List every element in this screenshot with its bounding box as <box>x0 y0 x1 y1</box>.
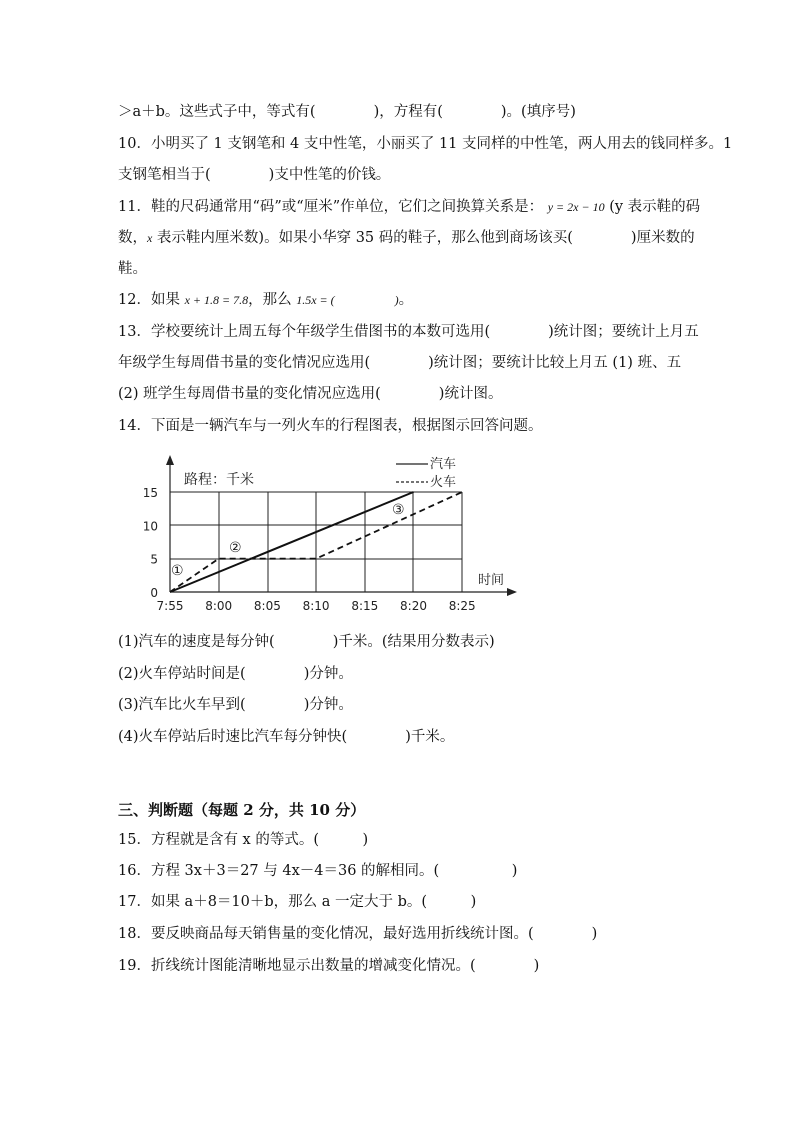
judge-17: 17．如果 a＋8＝10＋b，那么 a 一定大于 b。( ) <box>118 894 477 910</box>
q13-line3: (2) 班学生每周借书量的变化情况应选用( )统计图。 <box>118 386 503 402</box>
legend-car-label: 汽车 <box>430 457 457 472</box>
judge-19: 19．折线统计图能清晰地显示出数量的增减变化情况。( ) <box>118 958 540 974</box>
q11-text2b: 表示鞋内厘米数)。如果小华穿 35 码的鞋子，那么他到商场该买( )厘米数的 <box>152 230 695 246</box>
series-car-line <box>170 492 414 592</box>
x-tick-825: 8:25 <box>448 599 476 613</box>
judge-18: 18．要反映商品每天销售量的变化情况，最好选用折线统计图。( ) <box>118 926 598 942</box>
y-axis-arrow <box>166 455 174 465</box>
q12-text-c: 。 <box>398 292 414 308</box>
x-tick-755: 7:55 <box>156 599 184 613</box>
legend-train-label: 火车 <box>430 475 457 490</box>
q11-line3: 鞋。 <box>118 261 147 277</box>
q11-formula: y = 2x − 10 <box>547 200 605 214</box>
q11-text: 11．鞋的尺码通常用“码”或“厘米”作单位，它们之间换算关系是： <box>118 199 544 215</box>
section-title: 三、判断题（每题 2 分，共 10 分） <box>118 801 366 819</box>
q12-expression: 1.5x = ( ) <box>296 293 399 307</box>
q9-tail: ＞a＋b。这些式子中，等式有( )，方程有( )。(填序号) <box>118 104 576 120</box>
q11-note: (y 表示鞋的码 <box>609 199 701 215</box>
q11-line2 <box>118 228 695 248</box>
judge-16: 16．方程 3x＋3＝27 与 4x－4＝36 的解相同。( ) <box>118 863 518 879</box>
q14-sub4: (4)火车停站后时速比汽车每分钟快( )千米。 <box>118 729 455 745</box>
y-tick-labels <box>143 486 158 600</box>
annotation-2: ② <box>229 540 242 556</box>
annotation-1: ① <box>171 563 184 579</box>
y-tick-10: 10 <box>142 519 158 534</box>
x-tick-815: 8:15 <box>351 599 379 613</box>
q10-line1: 10．小明买了 1 支钢笔和 4 支中性笔，小丽买了 11 支同样的中性笔，两人用去的钱同样多。1 <box>118 136 733 152</box>
q11-text2a: 数， <box>118 230 147 246</box>
q11-line1 <box>118 197 700 217</box>
y-axis-label: 路程：千米 <box>184 472 254 488</box>
q11-var-x: x <box>147 231 153 245</box>
x-axis-arrow <box>507 588 517 596</box>
q13-line1: 13．学校要统计上周五每个年级学生借图书的本数可选用( )统计图；要统计上月五 <box>118 324 699 340</box>
y-tick-15: 15 <box>142 486 158 500</box>
judge-15: 15．方程就是含有 x 的等式。( ) <box>118 832 369 848</box>
x-tick-805: 8:05 <box>253 599 281 613</box>
q14-sub3: (3)汽车比火车早到( )分钟。 <box>118 697 353 713</box>
q10-line2: 支钢笔相当于( )支中性笔的价钱。 <box>118 167 391 183</box>
x-tick-800: 8:00 <box>205 599 233 613</box>
y-tick-5: 5 <box>150 552 158 567</box>
x-tick-810: 8:10 <box>302 599 330 613</box>
x-tick-labels <box>157 599 476 613</box>
legend <box>396 457 456 490</box>
x-axis-label: 时间 <box>478 573 505 588</box>
y-tick-0: 0 <box>150 586 158 600</box>
q14-intro: 14．下面是一辆汽车与一列火车的行程图表，根据图示回答问题。 <box>118 418 543 434</box>
q14-sub1: (1)汽车的速度是每分钟( )千米。(结果用分数表示) <box>118 634 495 650</box>
travel-chart <box>140 452 530 622</box>
x-tick-820: 8:20 <box>400 599 427 613</box>
q12-line <box>118 290 413 310</box>
q13-line2: 年级学生每周借书量的变化情况应选用( )统计图；要统计比较上月五 (1) 班、五 <box>118 355 682 371</box>
grid <box>170 492 462 592</box>
annotation-3: ③ <box>392 502 405 518</box>
q12-equation: x + 1.8 = 7.8 <box>184 293 249 307</box>
q14-sub2: (2)火车停站时间是( )分钟。 <box>118 666 353 682</box>
q12-text-b: ，那么 <box>248 292 297 308</box>
q12-text-a: 12．如果 <box>118 292 185 308</box>
